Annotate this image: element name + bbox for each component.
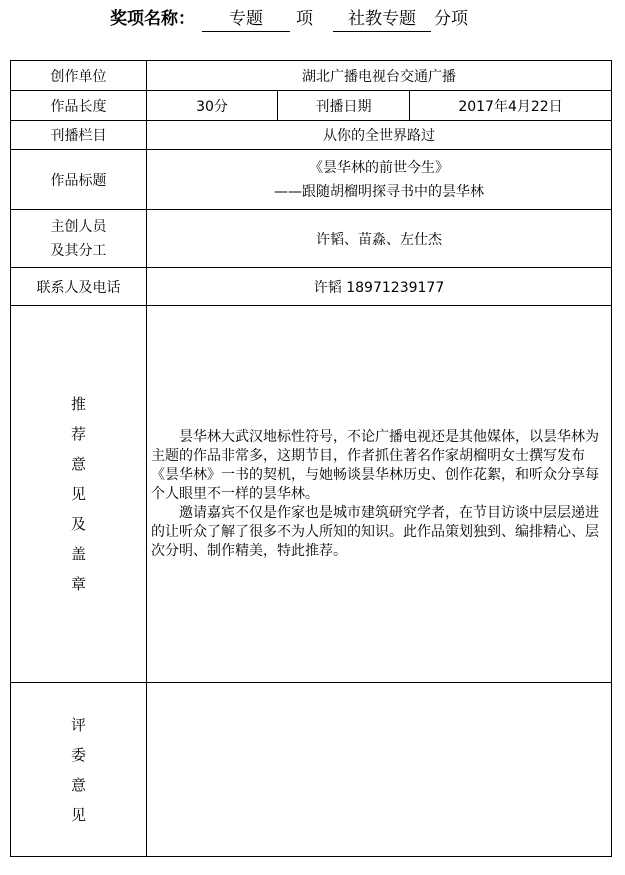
recommendation-paragraph-2: 邀请嘉宾不仅是作家也是城市建筑研究学者，在节目访谈中层层递进的让听众了解了很多不为人所知的知识。此作品策划独到、编排精心、层次分明、制作精美，特此推荐。 bbox=[151, 504, 599, 559]
row-length-date bbox=[11, 91, 612, 121]
title-line-2: ——跟随胡榴明探寻书中的昙华林 bbox=[274, 183, 485, 200]
row-unit bbox=[11, 61, 612, 91]
award-header bbox=[0, 4, 625, 34]
award-category-suffix: 项 bbox=[296, 9, 313, 29]
rec-char: 推 bbox=[70, 395, 86, 413]
recommendation-text bbox=[147, 306, 612, 683]
review-label bbox=[11, 683, 147, 857]
row-creators bbox=[11, 210, 612, 268]
award-subcategory-suffix: 分项 bbox=[434, 9, 468, 29]
row-column bbox=[11, 121, 612, 150]
award-subcategory-value: 社教专题 bbox=[333, 7, 431, 32]
column-label: 刊播栏目 bbox=[11, 121, 147, 150]
rec-char: 盖 bbox=[70, 545, 86, 563]
date-label: 刊播日期 bbox=[278, 91, 410, 121]
date-value: 2017年4月22日 bbox=[410, 91, 612, 121]
rec-char: 及 bbox=[70, 515, 86, 533]
entry-form-table bbox=[10, 60, 612, 857]
title-line-1: 《昙华林的前世今生》 bbox=[309, 159, 450, 176]
row-review bbox=[11, 683, 612, 857]
unit-value: 湖北广播电视台交通广播 bbox=[147, 61, 612, 91]
award-category-value: 专题 bbox=[202, 7, 290, 32]
recommendation-paragraph-1: 昙华林大武汉地标性符号，不论广播电视还是其他媒体，以昙华林为主题的作品非常多，这期节目，作者抓住著名作家胡榴明女士撰写发布《昙华林》一书的契机，与她畅谈昙华林历史、创作花絮，和听众分享每个人眼里不一样的昙华林。 bbox=[151, 428, 599, 502]
rec-char: 见 bbox=[70, 485, 86, 503]
creators-label bbox=[11, 210, 147, 268]
review-content bbox=[147, 683, 612, 857]
review-char: 评 bbox=[70, 715, 86, 734]
length-value: 30分 bbox=[147, 91, 278, 121]
creators-value: 许韬、苗淼、左仕杰 bbox=[147, 210, 612, 268]
row-contact bbox=[11, 268, 612, 306]
creators-label-line-2: 及其分工 bbox=[50, 242, 107, 259]
title-value bbox=[147, 150, 612, 210]
review-char: 委 bbox=[70, 745, 86, 764]
recommendation-label bbox=[11, 306, 147, 683]
unit-label: 创作单位 bbox=[11, 61, 147, 91]
rec-char: 章 bbox=[70, 575, 86, 593]
column-value: 从你的全世界路过 bbox=[147, 121, 612, 150]
award-name-label: 奖项名称： bbox=[110, 9, 195, 29]
review-char: 意 bbox=[70, 775, 86, 794]
contact-label: 联系人及电话 bbox=[11, 268, 147, 306]
rec-char: 荐 bbox=[70, 425, 86, 443]
review-char: 见 bbox=[70, 805, 86, 824]
row-recommendation bbox=[11, 306, 612, 683]
title-label: 作品标题 bbox=[11, 150, 147, 210]
contact-value: 许韬 18971239177 bbox=[147, 268, 612, 306]
creators-label-line-1: 主创人员 bbox=[50, 218, 107, 235]
length-label: 作品长度 bbox=[11, 91, 147, 121]
rec-char: 意 bbox=[70, 455, 86, 473]
row-title bbox=[11, 150, 612, 210]
